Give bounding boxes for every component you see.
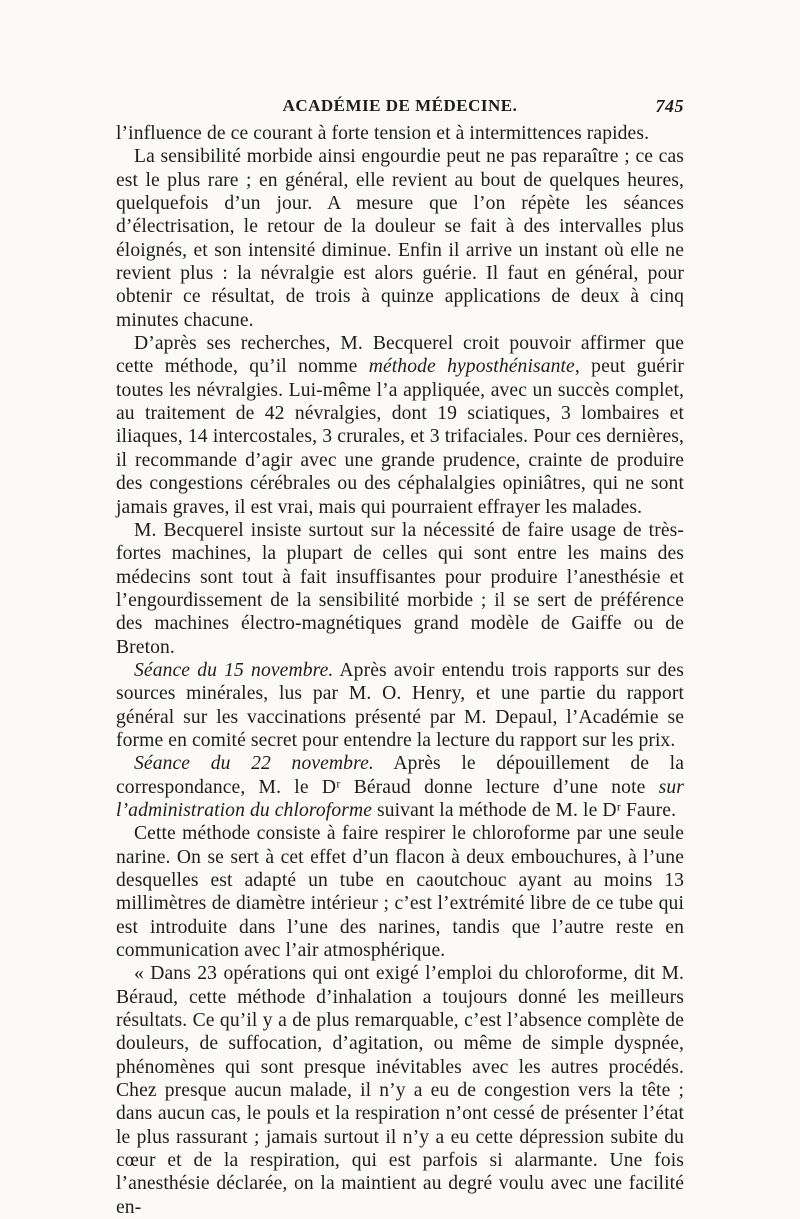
text-run: Cette méthode consiste à faire respirer le chloroforme par une seule narine. On se sert à cet effet d’un flacon à deux embouchures, à l’une desquelles est adapté un tube en caoutchouc ayant au moins 13 millimètres de diamètre intérieur ; c’est l’extrémité libre de ce tube qui est introduite dans l’une des narines, tandis que l’autre reste en communication avec l’air atmosphérique. [116, 823, 684, 962]
text-run: M. Becquerel insiste surtout sur la nécessité de faire usage de très-fortes machines, la plupart de celles qui sont entre les mains des médecins sont tout à fait insuffisantes pour produire l’anesthésie et l’engourdissement de la sensibilité morbide ; il se sert de préférence des machines électro-magnétiques grand modèle de Gaiffe ou de Breton. [116, 519, 684, 658]
paragraph [116, 519, 684, 659]
italic-text-run: méthode hyposthénisante [368, 356, 575, 378]
paragraph [116, 122, 684, 145]
text-run: La sensibilité morbide ainsi engourdie peut ne pas reparaître ; ce cas est le plus rare ; en général, elle revient au bout de quelques heures, quelquefois d’un jour. A mesure que l’on répète les séances d’électrisation, le retour de la douleur se fait à des intervalles plus éloignés, et son intensité diminue. Enfin il arrive un instant où elle ne revient plus : la névralgie est alors guérie. Il faut en général, pour obtenir ce résultat, de trois à quinze applications de deux à cinq minutes chacune. [116, 146, 684, 331]
body-text [116, 122, 684, 1219]
text-run: « Dans 23 opérations qui ont exigé l’emploi du chloroforme, dit M. Béraud, cette méthode d’inhalation a toujours donné les meilleurs résultats. Ce qu’il y a de plus remarquable, c’est l’absence complète de douleurs, de suffocation, d’agitation, ou même de simple dyspnée, phénomènes qui sont presque inévitables avec les autres procédés. Chez presque aucun malade, il n’y a eu de congestion vers la tête ; dans aucun cas, le pouls et la respiration n’ont cessé de présenter l’état le plus rassurant ; jamais surtout il n’y a eu cette dépression subite du cœur et de la respiration, qui est parfois si alarmante. Une fois l’anesthésie déclarée, on la maintient au degré voulu avec une facilité en- [116, 963, 684, 1218]
paragraph [116, 659, 684, 752]
italic-text-run: Séance du 22 novembre. [134, 753, 374, 775]
italic-text-run: sur l’administration du chloroforme [116, 776, 684, 821]
text-run: Après le dépouillement de la correspondance, M. le Dʳ Béraud donne lecture d’une note [116, 753, 685, 798]
running-header [116, 96, 684, 122]
paragraph [116, 752, 684, 822]
paragraph [116, 962, 684, 1219]
text-run: , peut guérir toutes les névralgies. Lui-même l’a appliquée, avec un succès complet, au traitement de 42 névralgies, dont 19 sciatiques, 3 lombaires et iliaques, 14 intercostales, 3 crurales, et 3 trifaciales. Pour ces dernières, il recommande d’agir avec une grande prudence, crainte de produire des congestions cérébrales ou des céphalalgies opiniâtres, qui ne sont jamais graves, il est vrai, mais qui pourraient effrayer les malades. [116, 356, 685, 518]
paragraph [116, 145, 684, 332]
book-page [116, 96, 684, 1219]
page-number: 745 [655, 96, 684, 116]
text-run: Après avoir entendu trois rapports sur des sources minérales, lus par M. O. Henry, et une partie du rapport général sur les vaccinations présenté par M. Depaul, l’Académie se forme en comité secret pour entendre la lecture du rapport sur les prix. [116, 659, 684, 751]
italic-text-run: Séance du 15 novembre. [134, 659, 334, 681]
text-run: l’influence de ce courant à forte tension et à intermittences rapides. [116, 123, 650, 144]
text-run: D’après ses recherches, M. Becquerel croit pouvoir affirmer que cette méthode, qu’il nomme [116, 333, 684, 378]
paragraph [116, 332, 684, 519]
paragraph [116, 822, 684, 962]
running-title: ACADÉMIE DE MÉDECINE. [282, 96, 518, 115]
text-run: suivant la méthode de M. le Dʳ Faure. [372, 799, 677, 821]
